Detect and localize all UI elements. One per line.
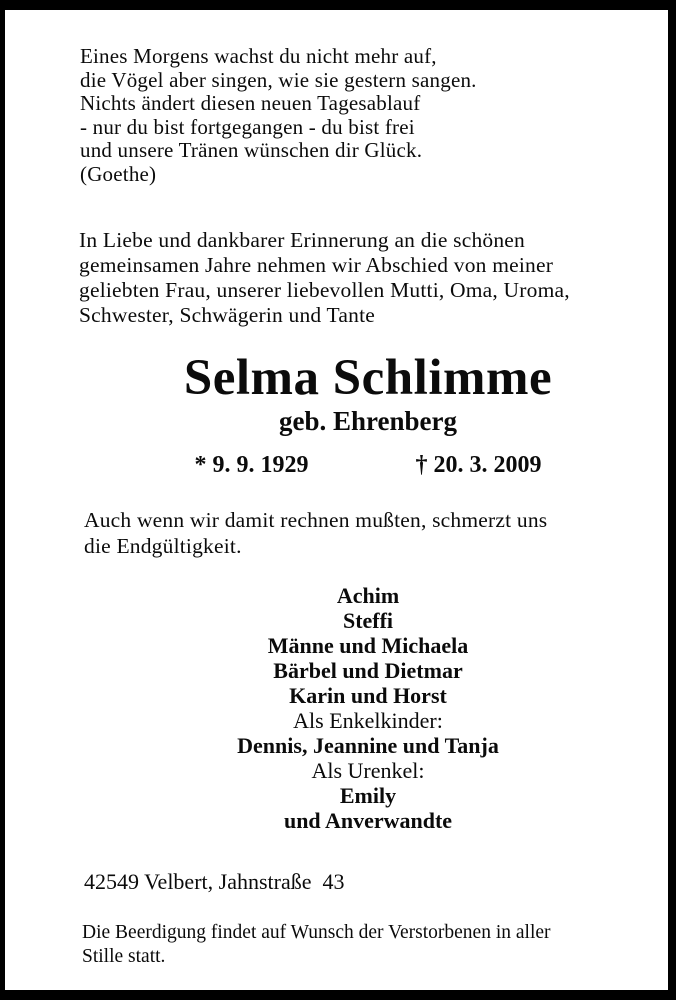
poem-line: und unsere Tränen wünschen dir Glück. bbox=[80, 138, 423, 162]
death-date: † 20. 3. 2009 bbox=[415, 452, 542, 478]
scan-frame-bottom bbox=[0, 990, 676, 1000]
funeral-note bbox=[82, 921, 551, 968]
intro-line: geliebten Frau, unserer liebevollen Mutti, Oma, Uroma, bbox=[79, 278, 570, 302]
poem-attribution: (Goethe) bbox=[80, 161, 157, 186]
poem-line: die Vögel aber singen, wie sie gestern sangen. bbox=[80, 67, 477, 92]
poem-line: Nichts ändert diesen neuen Tagesablauf bbox=[80, 91, 421, 115]
grief-line: die Endgültigkeit. bbox=[84, 534, 242, 558]
memorial-poem bbox=[80, 45, 477, 186]
mourner-line: Männe und Michaela bbox=[267, 633, 469, 658]
intro-line: Schwester, Schwägerin und Tante bbox=[79, 303, 375, 327]
funeral-line: Stille statt. bbox=[82, 945, 166, 967]
birth-date: * 9. 9. 1929 bbox=[194, 452, 309, 478]
scan-frame-right bbox=[668, 0, 676, 1000]
deceased-name: Selma Schlimme bbox=[183, 350, 553, 406]
life-dates bbox=[80, 453, 656, 477]
grief-line: Auch wenn wir damit rechnen mußten, schmerzt uns bbox=[84, 508, 548, 532]
intro-line: In Liebe und dankbarer Erinnerung an die schönen bbox=[79, 228, 526, 252]
mourner-line: Bärbel und Dietmar bbox=[273, 658, 463, 683]
intro-paragraph bbox=[79, 228, 570, 328]
mourner-line: Emily bbox=[339, 783, 397, 808]
maiden-name: geb. Ehrenberg bbox=[278, 406, 457, 436]
mourner-line: Als Enkelkinder: bbox=[293, 708, 443, 733]
intro-line: gemeinsamen Jahre nehmen wir Abschied von meiner bbox=[79, 253, 554, 277]
grief-note bbox=[84, 507, 547, 559]
scan-frame-top bbox=[0, 0, 676, 10]
mourner-line: Steffi bbox=[342, 608, 394, 633]
mourner-line: Achim bbox=[336, 583, 400, 608]
mourners-list bbox=[80, 583, 656, 833]
mourner-line: Dennis, Jeannine und Tanja bbox=[237, 733, 499, 758]
mourner-line: Karin und Horst bbox=[289, 683, 447, 708]
scan-frame-left bbox=[0, 0, 5, 1000]
address: 42549 Velbert, Jahnstraße 43 bbox=[84, 869, 345, 894]
mourner-line: und Anverwandte bbox=[283, 808, 453, 833]
mourner-line: Als Urenkel: bbox=[311, 758, 425, 783]
funeral-line: Die Beerdigung findet auf Wunsch der Verstorbenen in aller bbox=[82, 922, 551, 943]
poem-line: Eines Morgens wachst du nicht mehr auf, bbox=[80, 44, 437, 68]
poem-line: - nur du bist fortgegangen - du bist frei bbox=[80, 114, 415, 139]
